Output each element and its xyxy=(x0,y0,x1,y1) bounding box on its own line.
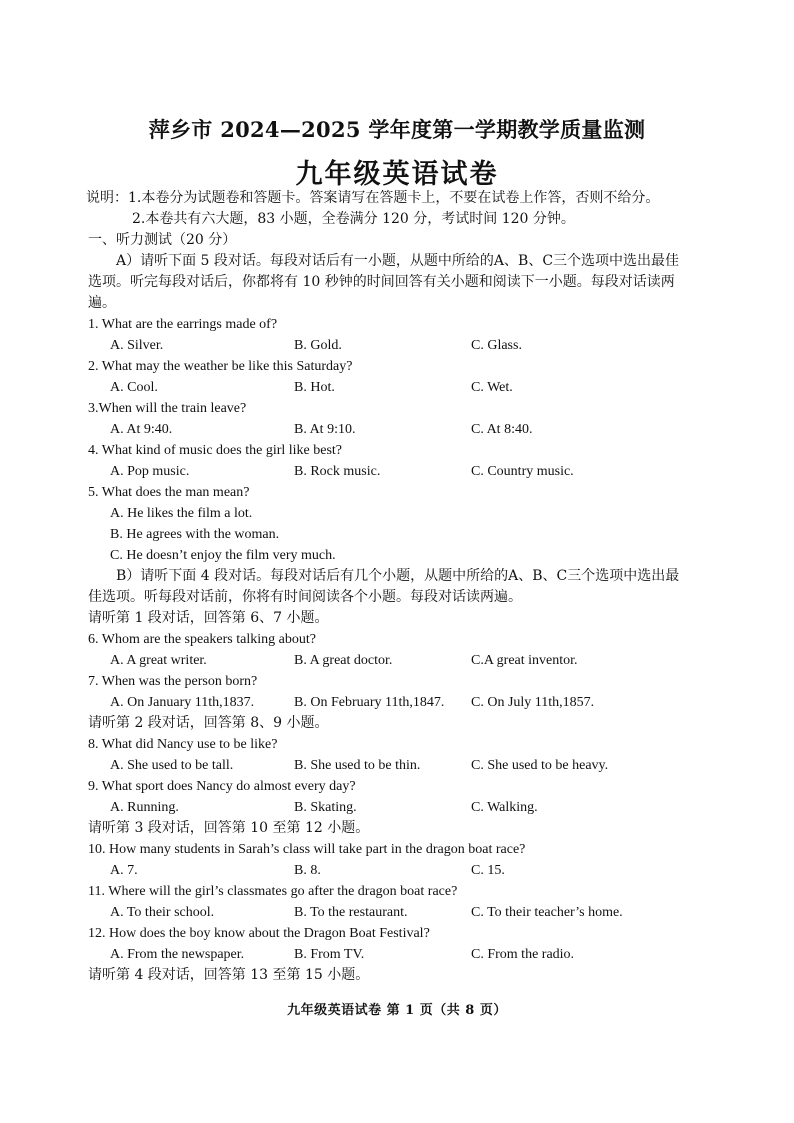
option-b: B. Rock music. xyxy=(294,464,381,479)
page-footer: 九年级英语试卷 第 1 页（共 8 页） xyxy=(287,1003,507,1018)
question-9: 9. What sport does Nancy do almost every day? xyxy=(88,779,356,794)
question-2-options xyxy=(88,377,724,398)
dialog-3-label: 请听第 3 段对话，回答第 10 至第 12 小题。 xyxy=(88,820,370,836)
question-3: 3.When will the train leave? xyxy=(88,401,247,416)
dialog-1-label: 请听第 1 段对话，回答第 6、7 小题。 xyxy=(88,610,329,626)
option-b: B. She used to be thin. xyxy=(294,758,421,773)
note-line-1: 说明：1.本卷分为试题卷和答题卡。答案请写在答题卡上，不要在试卷上作答，否则不给分。 xyxy=(86,190,660,206)
option-b: B. Gold. xyxy=(294,338,342,353)
question-1: 1. What are the earrings made of? xyxy=(88,317,278,332)
part-b-instruction-1: B）请听下面 4 段对话。每段对话后有几个小题，从题中所给的A、B、C三个选项中选出最 xyxy=(116,568,680,584)
exam-title: 萍乡市 2024—2025 学年度第一学期教学质量监测 xyxy=(148,117,646,142)
option-a: A. From the newspaper. xyxy=(110,947,245,962)
question-8: 8. What did Nancy use to be like? xyxy=(88,737,278,752)
option-a: A. She used to be tall. xyxy=(110,758,234,773)
option-a: A. 7. xyxy=(110,863,138,878)
part-b-instruction-2: 佳选项。听每段对话前，你将有时间阅读各个小题。每段对话读两遍。 xyxy=(88,589,522,605)
option-b: B. Hot. xyxy=(294,380,335,395)
question-1-options xyxy=(88,335,724,356)
question-8-options xyxy=(88,755,724,776)
question-4: 4. What kind of music does the girl like best? xyxy=(88,443,343,458)
section-heading: 一、听力测试（20 分） xyxy=(88,232,237,248)
question-7-options xyxy=(88,692,724,713)
option-c: C. He doesn’t enjoy the film very much. xyxy=(110,548,336,563)
option-c: C. At 8:40. xyxy=(471,422,533,437)
question-9-options xyxy=(88,797,724,818)
option-c: C. On July 11th,1857. xyxy=(471,695,595,710)
option-c: C. Walking. xyxy=(471,800,538,815)
question-6-options xyxy=(88,650,724,671)
option-c: C. Wet. xyxy=(471,380,513,395)
option-a: A. Pop music. xyxy=(110,464,190,479)
option-a: A. He likes the film a lot. xyxy=(110,506,253,521)
option-c: C. Country music. xyxy=(471,464,574,479)
option-a: A. Cool. xyxy=(110,380,158,395)
option-a: A. To their school. xyxy=(110,905,215,920)
question-10: 10. How many students in Sarah’s class will take part in the dragon boat race? xyxy=(88,842,526,857)
option-c: C. 15. xyxy=(471,863,505,878)
option-c: C.A great inventor. xyxy=(471,653,578,668)
option-b: B. To the restaurant. xyxy=(294,905,408,920)
question-6: 6. Whom are the speakers talking about? xyxy=(88,632,316,647)
question-12: 12. How does the boy know about the Dragon Boat Festival? xyxy=(88,926,430,941)
question-3-options xyxy=(88,419,724,440)
option-c: C. She used to be heavy. xyxy=(471,758,609,773)
option-b: B. From TV. xyxy=(294,947,365,962)
option-b: B. A great doctor. xyxy=(294,653,393,668)
option-a: A. Running. xyxy=(110,800,179,815)
question-5: 5. What does the man mean? xyxy=(88,485,250,500)
part-a-instruction-3: 遍。 xyxy=(88,295,116,311)
question-11: 11. Where will the girl’s classmates go after the dragon boat race? xyxy=(88,884,458,899)
part-a-instruction-2: 选项。听完每段对话后，你都将有 10 秒钟的时间回答有关小题和阅读下一小题。每段对话读两 xyxy=(88,274,675,290)
dialog-2-label: 请听第 2 段对话，回答第 8、9 小题。 xyxy=(88,715,329,731)
question-4-options xyxy=(88,461,724,482)
option-c: C. From the radio. xyxy=(471,947,575,962)
option-c: C. Glass. xyxy=(471,338,522,353)
option-b: B. At 9:10. xyxy=(294,422,356,437)
question-2: 2. What may the weather be like this Saturday? xyxy=(88,359,353,374)
option-b: B. He agrees with the woman. xyxy=(110,527,280,542)
part-a-instruction-1: A）请听下面 5 段对话。每段对话后有一小题，从题中所给的A、B、C三个选项中选出最佳 xyxy=(116,253,680,269)
option-c: C. To their teacher’s home. xyxy=(471,905,623,920)
dialog-4-label: 请听第 4 段对话，回答第 13 至第 15 小题。 xyxy=(88,967,370,983)
question-12-options xyxy=(88,944,724,965)
exam-subtitle: 九年级英语试卷 xyxy=(295,159,499,190)
question-7: 7. When was the person born? xyxy=(88,674,258,689)
option-b: B. Skating. xyxy=(294,800,357,815)
option-a: A. Silver. xyxy=(110,338,164,353)
option-a: A. A great writer. xyxy=(110,653,207,668)
exam-body xyxy=(88,188,724,986)
question-10-options xyxy=(88,860,724,881)
option-a: A. At 9:40. xyxy=(110,422,173,437)
option-b: B. On February 11th,1847. xyxy=(294,695,445,710)
question-11-options xyxy=(88,902,724,923)
note-line-2: 2.本卷共有六大题，83 小题，全卷满分 120 分，考试时间 120 分钟。 xyxy=(132,211,575,227)
option-a: A. On January 11th,1837. xyxy=(110,695,255,710)
option-b: B. 8. xyxy=(294,863,321,878)
